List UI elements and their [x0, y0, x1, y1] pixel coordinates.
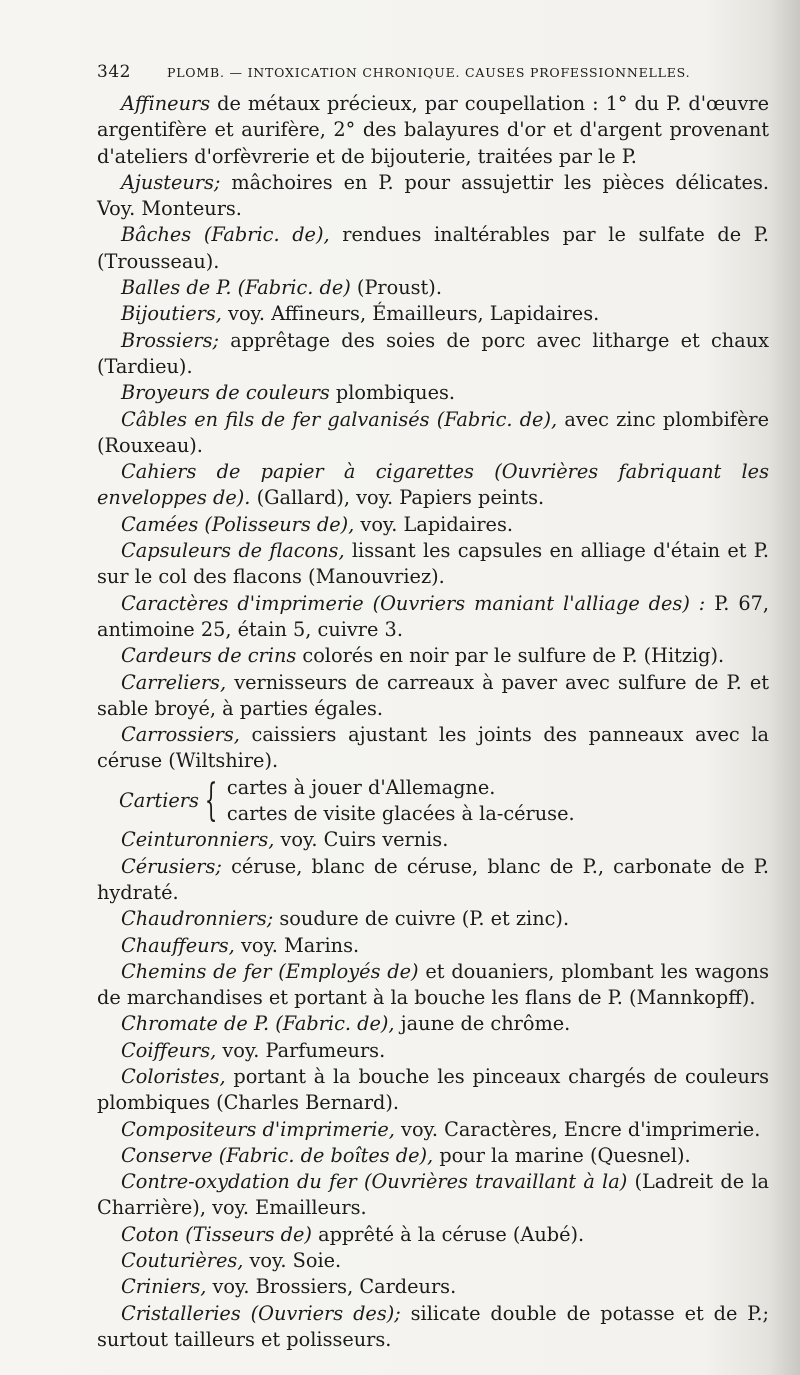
entry	[97, 1011, 769, 1037]
entry	[97, 1169, 769, 1222]
entry-text: voy. Cuirs vernis.	[274, 828, 449, 852]
entry	[97, 906, 769, 932]
entry	[97, 591, 769, 644]
entry-text: P. 67, antimoine 25, étain 5, cuivre 3.	[97, 591, 769, 641]
cartiers-entry	[119, 775, 769, 828]
entry-term: Cérusiers;	[121, 854, 222, 878]
cartiers-term: Cartiers	[119, 788, 199, 812]
entry-term: Camées (Polisseurs de),	[121, 512, 355, 536]
entry-text: voy. Caractères, Encre d'imprimerie.	[394, 1117, 761, 1141]
entry	[97, 854, 769, 907]
entry-term: Coiffeurs,	[121, 1038, 217, 1062]
entry-term: Compositeurs d'imprimerie,	[121, 1117, 395, 1141]
entry	[97, 538, 769, 591]
entry-term: Ceinturonniers,	[121, 828, 275, 852]
page-number: 342	[97, 62, 131, 82]
entry-text: jaune de chrôme.	[394, 1012, 571, 1036]
entry-term: Criniers,	[121, 1275, 207, 1299]
entry-term: Bijoutiers,	[121, 302, 222, 326]
entry	[97, 170, 769, 223]
entry-text: colorés en noir par le sulfure de P. (Hitzig).	[296, 644, 725, 668]
entry	[97, 407, 769, 460]
brace-glyph: {	[204, 775, 218, 827]
entry	[97, 1117, 769, 1143]
entry-list	[97, 91, 769, 775]
entry	[97, 1222, 769, 1248]
entry	[97, 1301, 769, 1354]
entry-text: rendues inaltérables par le sulfate de P. (Trousseau).	[97, 223, 770, 273]
cartiers-line: cartes à jouer d'Allemagne.	[226, 775, 496, 799]
entry	[97, 512, 769, 538]
entry-text: de métaux précieux, par coupellation : 1° du P. d'œuvre argentifère et aurifère, 2° des balayures d'or et d'argent provenant d'ateliers d'orfèvrerie et de bijouterie, traitées par le P.	[97, 92, 769, 168]
entry-text: vernisseurs de carreaux à paver avec sulfure de P. et sable broyé, à parties égales.	[97, 670, 769, 720]
entry-text: pour la marine (Quesnel).	[433, 1143, 691, 1167]
entry-term: Coloristes,	[121, 1064, 226, 1088]
running-header	[97, 62, 787, 82]
entry	[97, 91, 769, 170]
entry	[97, 459, 769, 512]
entry-term: Broyeurs de couleurs	[121, 381, 330, 405]
entry-text: voy. Brossiers, Cardeurs.	[206, 1275, 457, 1299]
entry-text: lissant les capsules en alliage d'étain et P. sur le col des flacons (Manouvriez).	[97, 539, 769, 589]
entry-text: voy. Soie.	[243, 1249, 342, 1273]
entry-text: céruse, blanc de céruse, blanc de P., carbonate de P. hydraté.	[97, 854, 769, 904]
entry-term: Carreliers,	[121, 670, 227, 694]
entry-term: Ajusteurs;	[121, 170, 221, 194]
entry	[97, 643, 769, 669]
entry-term: Cahiers de papier à cigarettes (Ouvrières fabriquant les enveloppes de).	[97, 460, 769, 510]
entry-text: apprêtage des soies de porc avec litharge et chaux (Tardieu).	[97, 328, 769, 378]
entry-text: apprêté à la céruse (Aubé).	[311, 1222, 585, 1246]
entry-text: voy. Lapidaires.	[354, 512, 513, 536]
entry	[97, 1038, 769, 1064]
entry	[97, 1274, 769, 1300]
entry-term: Contre-oxydation du fer (Ouvrières travaillant à la)	[121, 1170, 628, 1194]
entry-term: Coton (Tisseurs de)	[121, 1222, 312, 1246]
entry-list	[97, 827, 769, 1353]
entry-term: Affineurs	[121, 92, 211, 115]
cartiers-line: cartes de visite glacées à la-céruse.	[226, 802, 575, 826]
entry-term: Chemins de fer (Employés de)	[121, 959, 419, 983]
entry-term: Capsuleurs de flacons,	[121, 539, 345, 563]
entry	[97, 1248, 769, 1274]
entry-term: Couturières,	[121, 1249, 244, 1273]
entry-term: Conserve (Fabric. de boîtes de),	[121, 1143, 434, 1167]
entry	[97, 827, 769, 853]
entry-text: silicate double de potasse et de P.; surtout tailleurs et polisseurs.	[97, 1301, 769, 1351]
entry	[97, 380, 769, 406]
entry-term: Câbles en fils de fer galvanisés (Fabric. de),	[121, 407, 558, 431]
entry-term: Chaudronniers;	[121, 907, 274, 931]
entry-text: soudure de cuivre (P. et zinc).	[273, 907, 570, 931]
entry-text: et douaniers, plombant les wagons de marchandises et portant à la bouche les flans de P. (Mannkopff).	[97, 959, 769, 1010]
entry-text: voy. Marins.	[234, 933, 360, 957]
entry-text: avec zinc plombifère (Rouxeau).	[97, 407, 769, 457]
entry-text: (Gallard), voy. Papiers peints.	[250, 486, 545, 510]
entry	[97, 275, 769, 301]
entry-term: Bâches (Fabric. de),	[121, 223, 330, 247]
entry	[97, 301, 769, 327]
entry	[97, 222, 769, 275]
entry-term: Cristalleries (Ouvriers des);	[121, 1301, 401, 1325]
entry	[97, 1143, 769, 1169]
entry-term: Chauffeurs,	[121, 933, 235, 957]
entry-text: plombiques.	[329, 381, 456, 405]
entry-term: Caractères d'imprimerie (Ouvriers maniant l'alliage des) :	[121, 591, 706, 615]
running-title: PLOMB. — INTOXICATION CHRONIQUE. CAUSES PROFESSIONNELLES.	[167, 65, 691, 80]
body-text	[97, 91, 769, 1353]
entry	[97, 328, 769, 381]
entry-term: Brossiers;	[121, 328, 219, 352]
entry-text: voy. Affineurs, Émailleurs, Lapidaires.	[221, 302, 600, 326]
entry-text: caissiers ajustant les joints des panneaux avec la céruse (Wiltshire).	[97, 723, 769, 773]
entry-text: (Proust).	[350, 276, 442, 300]
entry-term: Cardeurs de crins	[121, 644, 297, 668]
entry-text: voy. Parfumeurs.	[216, 1038, 386, 1062]
entry-term: Chromate de P. (Fabric. de),	[121, 1012, 395, 1036]
entry-term: Balles de P. (Fabric. de)	[121, 276, 351, 300]
entry-text: mâchoires en P. pour assujettir les pièces délicates. Voy. Monteurs.	[97, 170, 769, 221]
entry-term: Carrossiers,	[121, 723, 240, 747]
entry	[97, 1064, 769, 1117]
entry-text: (Ladreit de la Charrière), voy. Emailleurs.	[97, 1170, 769, 1220]
entry	[97, 722, 769, 775]
cartiers-lines	[227, 775, 575, 828]
entry	[97, 670, 769, 723]
entry	[97, 959, 769, 1012]
entry-text: portant à la bouche les pinceaux chargés de couleurs plombiques (Charles Bernard).	[97, 1064, 769, 1115]
entry	[97, 933, 769, 959]
